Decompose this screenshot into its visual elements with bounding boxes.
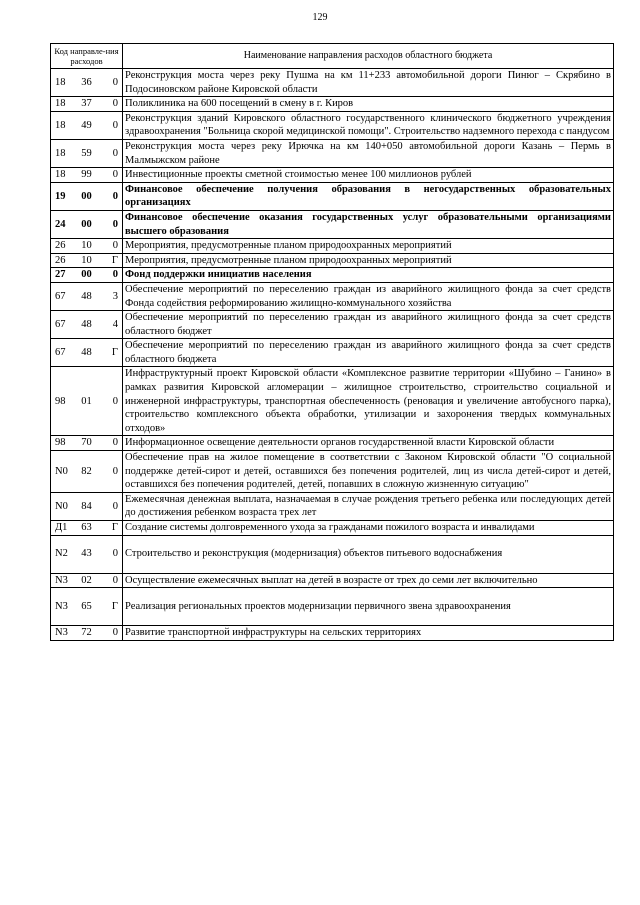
code-part-1: 19 [51,182,75,210]
code-part-3: 0 [99,367,123,436]
code-part-2: 82 [75,451,99,493]
table-row [51,182,614,210]
code-part-2: 49 [75,111,99,139]
code-part-2: 36 [75,69,99,97]
code-part-3: 4 [99,311,123,339]
table-row [51,367,614,436]
direction-name: Развитие транспортной инфраструктуры на сельских территориях [123,626,614,641]
direction-name: Обеспечение прав на жилое помещение в соответствии с Законом Кировской области "О социальной поддержке детей-сирот и детей, оставшихся без попечения родителей, лиц из числа детей-сирот и детей, оставшихся без попечения родителей, детей, попавших в сложную жизненную ситуацию" [123,451,614,493]
code-part-3: 0 [99,139,123,167]
code-part-3: 0 [99,210,123,238]
direction-name: Создание системы долговременного ухода за гражданами пожилого возраста и инвалидами [123,521,614,536]
table-row [51,282,614,310]
code-part-1: N0 [51,451,75,493]
code-part-3: 0 [99,268,123,283]
direction-name: Поликлиника на 600 посещений в смену в г. Киров [123,97,614,112]
code-part-2: 48 [75,311,99,339]
code-part-2: 65 [75,588,99,626]
code-part-3: 0 [99,573,123,588]
code-part-3: 0 [99,111,123,139]
code-part-3: Г [99,521,123,536]
table-row [51,339,614,367]
code-part-1: 98 [51,436,75,451]
code-part-1: N3 [51,626,75,641]
code-part-1: 18 [51,69,75,97]
code-part-1: 18 [51,97,75,112]
direction-name: Строительство и реконструкция (модернизация) объектов питьевого водоснабжения [123,535,614,573]
code-part-1: 18 [51,168,75,183]
code-part-2: 63 [75,521,99,536]
code-part-1: 18 [51,139,75,167]
code-part-1: 27 [51,268,75,283]
table-row [51,268,614,283]
code-part-2: 10 [75,253,99,268]
direction-name: Информационное освещение деятельности органов государственной власти Кировской области [123,436,614,451]
direction-name: Мероприятия, предусмотренные планом природоохранных мероприятий [123,239,614,254]
direction-name: Ежемесячная денежная выплата, назначаемая в случае рождения третьего ребенка или последующих детей до достижения ребенком возраста трех лет [123,492,614,520]
code-part-1: 18 [51,111,75,139]
code-part-3: 0 [99,69,123,97]
table-row [51,311,614,339]
direction-name: Осуществление ежемесячных выплат на детей в возрасте от трех до семи лет включительно [123,573,614,588]
code-part-3: Г [99,588,123,626]
code-part-3: 0 [99,492,123,520]
direction-name: Реконструкция моста через реку Ирючка на км 140+050 автомобильной дороги Казань – Пермь в Малмыжском районе [123,139,614,167]
code-part-2: 59 [75,139,99,167]
direction-name: Обеспечение мероприятий по переселению граждан из аварийного жилищного фонда за счет средств областного бюджета [123,339,614,367]
code-part-3: 0 [99,626,123,641]
direction-name: Обеспечение мероприятий по переселению граждан из аварийного жилищного фонда за счет средств областного бюджет [123,311,614,339]
code-part-2: 70 [75,436,99,451]
code-part-2: 00 [75,182,99,210]
direction-name: Обеспечение мероприятий по переселению граждан из аварийного жилищного фонда за счет средств Фонда содействия реформированию жилищно-коммунального хозяйства [123,282,614,310]
code-part-1: 67 [51,282,75,310]
code-part-2: 72 [75,626,99,641]
table-row [51,111,614,139]
code-part-2: 43 [75,535,99,573]
code-part-1: N3 [51,588,75,626]
table-row [51,253,614,268]
code-part-2: 48 [75,282,99,310]
code-column-header: Код направле-ния расходов [51,44,123,69]
table-row [51,139,614,167]
code-part-3: Г [99,253,123,268]
code-part-2: 48 [75,339,99,367]
code-part-3: 0 [99,97,123,112]
direction-name: Реконструкция моста через реку Пушма на км 11+233 автомобильной дороги Пинюг – Скрябино в Подосиновском районе Кировской области [123,69,614,97]
code-part-1: N2 [51,535,75,573]
direction-name: Реконструкция зданий Кировского областного государственного клинического бюджетного учреждения здравоохранения "Больница скорой медицинской помощи". Строительство надземного перехода с пандусом [123,111,614,139]
direction-name: Реализация региональных проектов модернизации первичного звена здравоохранения [123,588,614,626]
table-row [51,535,614,573]
page-number: 129 [312,12,328,23]
table-row [51,451,614,493]
code-part-3: 0 [99,239,123,254]
direction-name: Финансовое обеспечение оказания государственных услуг образовательными организациями высшего образования [123,210,614,238]
code-part-3: 0 [99,535,123,573]
code-part-1: Д1 [51,521,75,536]
table-row [51,168,614,183]
code-part-3: Г [99,339,123,367]
code-part-1: 98 [51,367,75,436]
table-row [51,521,614,536]
table-row [51,492,614,520]
code-part-2: 00 [75,268,99,283]
code-part-3: 0 [99,182,123,210]
direction-name: Инвестиционные проекты сметной стоимостью менее 100 миллионов рублей [123,168,614,183]
direction-name: Финансовое обеспечение получения образования в негосударственных образовательных организациях [123,182,614,210]
code-part-1: 67 [51,339,75,367]
code-part-2: 37 [75,97,99,112]
table-row [51,626,614,641]
table-row [51,239,614,254]
code-part-1: 67 [51,311,75,339]
code-part-3: 0 [99,451,123,493]
expense-directions-table [50,43,614,641]
code-part-1: N0 [51,492,75,520]
name-column-header: Наименование направления расходов областного бюджета [123,44,614,69]
table-row [51,210,614,238]
table-row [51,573,614,588]
table-body [51,69,614,641]
code-part-1: N3 [51,573,75,588]
code-part-2: 84 [75,492,99,520]
code-part-2: 99 [75,168,99,183]
code-part-2: 02 [75,573,99,588]
code-part-3: 0 [99,436,123,451]
table-row [51,97,614,112]
table-row [51,588,614,626]
code-part-3: 3 [99,282,123,310]
code-part-2: 00 [75,210,99,238]
code-part-2: 10 [75,239,99,254]
code-part-1: 26 [51,253,75,268]
code-part-2: 01 [75,367,99,436]
direction-name: Фонд поддержки инициатив населения [123,268,614,283]
direction-name: Мероприятия, предусмотренные планом природоохранных мероприятий [123,253,614,268]
code-part-3: 0 [99,168,123,183]
code-part-1: 24 [51,210,75,238]
table-row [51,436,614,451]
direction-name: Инфраструктурный проект Кировской области «Комплексное развитие территории «Шубино – Ганино» в рамках развития Кировской агломерации – жилищное строительство, строительство социальной и инженерной инфраструктуры, транспортная обеспеченность (реновация и увеличение автобусного парка), строительство комплексного объекта обработки, утилизации и захоронения твердых коммунальных отходов» [123,367,614,436]
table-header-row [51,44,614,69]
code-part-1: 26 [51,239,75,254]
table-row [51,69,614,97]
